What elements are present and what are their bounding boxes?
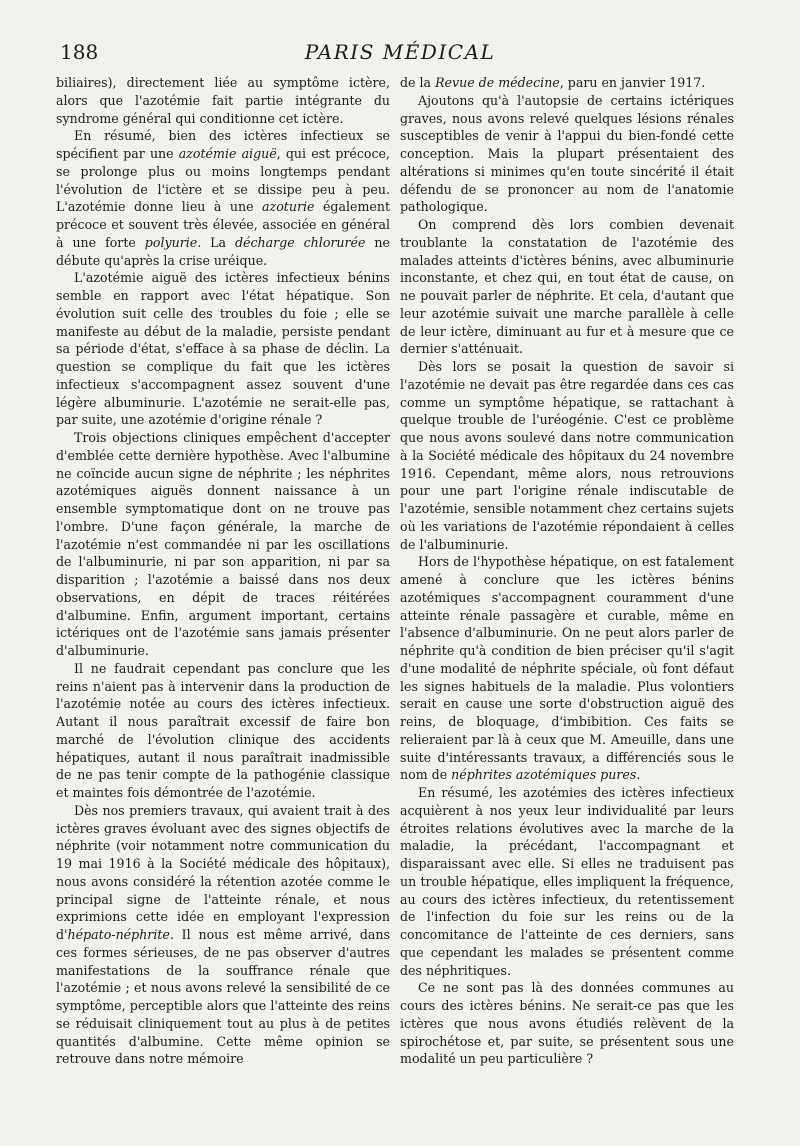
- page-number: 188: [60, 40, 99, 64]
- left-column: [56, 74, 390, 1068]
- paragraph: On comprend dès lors combien devenait troublante la constatation de l'azotémie des malades atteints d'ictères bénins, avec albuminurie inconstante, et chez qui, en tout état de cause, on ne pouvait parler de néphrite. Et cela, d'autant que leur azotémie suivait une marche parallèle à celle de leur ictère, diminuant au fur et à mesure que ce dernier s'atténuait.: [400, 217, 734, 357]
- paragraph: Ce ne sont pas là des données communes au cours des ictères bénins. Ne serait-ce pas que les ictères que nous avons étudiés relèvent de la spirochétose et, par suite, se présentent sous une modalité un peu particulière ?: [400, 980, 734, 1067]
- running-title: PARIS MÉDICAL: [304, 40, 496, 64]
- paragraph: Il ne faudrait cependant pas conclure que les reins n'aient pas à intervenir dans la production de l'azotémie notée au cours des ictères infectieux. Autant il nous paraîtrait excessif de faire bon marché de l'évolution clinique des accidents hépatiques, autant il nous paraîtrait inadmissible de ne pas tenir compte de la pathogénie classique et maintes fois démontrée de l'azotémie.: [56, 660, 390, 800]
- paragraph: En résumé, les azotémies des ictères infectieux acquièrent à nos yeux leur individualité par leurs étroites relations évolutives avec la marche de la maladie, la précédant, l'accompagnant et disparaissant avec elle. Si elles ne traduisent pas un trouble hépatique, elles impliquent la fréquence, au cours des ictères infectieux, du retentissement de l'infection du foie sur les reins ou de la concomitance de l'atteinte de ces derniers, sans que cependant les malades se présentent comme des néphritiques.: [400, 785, 734, 978]
- paragraph: Trois objections cliniques empêchent d'accepter d'emblée cette dernière hypothèse. Avec l'albumine ne coïncide aucun signe de néphrite ; les néphrites azotémiques aiguës donnent naissance à un ensemble symptomatique dont on ne trouve pas l'ombre. D'une façon générale, la marche de l'azotémie n'est commandée ni par les oscillations de l'albuminurie, ni par son apparition, ni par sa disparition ; l'azotémie a baissé dans nos deux observations, en dépit de traces réitérées d'albumine. Enfin, argument important, certains ictériques ont de l'azotémie sans jamais présenter d'albuminurie.: [56, 430, 390, 658]
- paragraph: Ajoutons qu'à l'autopsie de certains ictériques graves, nous avons relevé quelques lésions rénales susceptibles de venir à l'appui du bien-fondé cette conception. Mais la plupart présentaient des altérations si minimes qu'en toute sincérité il était défendu de se prononcer au nom de l'anatomie pathologique.: [400, 92, 734, 215]
- paragraph: de la Revue de médecine, paru en janvier 1917.: [400, 75, 706, 90]
- paragraph: biliaires), directement liée au symptôme ictère, alors que l'azotémie fait partie intégrante du syndrome général qui conditionne cet ictère.: [56, 75, 390, 126]
- right-column: [400, 74, 734, 1068]
- paragraph: En résumé, bien des ictères infectieux se spécifient par une azotémie aiguë, qui est précoce, se prolonge plus ou moins longtemps pendant l'évolution de l'ictère et se dissipe peu à peu. L'azotémie donne lieu à une azoturie également précoce et souvent très élevée, associée en général à une forte polyurie. La décharge chlorurée ne débute qu'après la crise uréique.: [56, 128, 391, 268]
- paragraph: Hors de l'hypothèse hépatique, on est fatalement amené à conclure que les ictères bénins azotémiques s'accompagnent couramment d'une atteinte rénale passagère et curable, même en l'absence d'albuminurie. On ne peut alors parler de néphrite qu'à condition de bien préciser qu'il s'agit d'une modalité de néphrite spéciale, où font défaut les signes habituels de la maladie. Plus volontiers serait en cause une sorte d'obstruction aiguë des reins, de bloquage, d'imbibition. Ces faits se relieraient par là à ceux que M. Ameuille, dans une suite d'intéressants travaux, a différenciés sous le nom de néphrites azotémiques pures.: [400, 554, 734, 783]
- paragraph: Dès nos premiers travaux, qui avaient trait à des ictères graves évoluant avec des signes objectifs de néphrite (voir notamment notre communication du 19 mai 1916 à la Société médicale des hôpitaux), nous avons considéré la rétention azotée comme le principal signe de l'atteinte rénale, et nous exprimions cette idée en employant l'expression d'hépato-néphrite. Il nous est même arrivé, dans ces formes sérieuses, de ne pas observer d'autres manifestations de la souffrance rénale que l'azotémie ; et nous avons relevé la sensibilité de ce symptôme, perceptible alors que l'atteinte des reins se réduisait cliniquement tout au plus à de petites quantités d'albumine. Cette même opinion se retrouve dans notre mémoire: [56, 802, 390, 1067]
- paragraph: L'azotémie aiguë des ictères infectieux bénins semble en rapport avec l'état hépatique. Son évolution suit celle des troubles du foie ; elle se manifeste au début de la maladie, persiste pendant sa période d'état, s'efface à sa phase de déclin. La question se complique du fait que les ictères infectieux s'accompagnent assez souvent d'une légère albuminurie. L'azotémie ne serait-elle pas, par suite, une azotémie d'origine rénale ?: [56, 270, 390, 428]
- paragraph: Dès lors se posait la question de savoir si l'azotémie ne devait pas être regardée dans ces cas comme un symptôme hépatique, se rattachant à quelque trouble de l'uréogénie. C'est ce problème que nous avons soulevé dans notre communication à la Société médicale des hôpitaux du 24 novembre 1916. Cependant, même alors, nous retrouvions pour une part l'origine rénale indiscutable de l'azotémie, sensible notamment chez certains sujets où les variations de l'azotémie répondaient à celles de l'albuminurie.: [400, 359, 734, 552]
- page-header: [60, 40, 740, 70]
